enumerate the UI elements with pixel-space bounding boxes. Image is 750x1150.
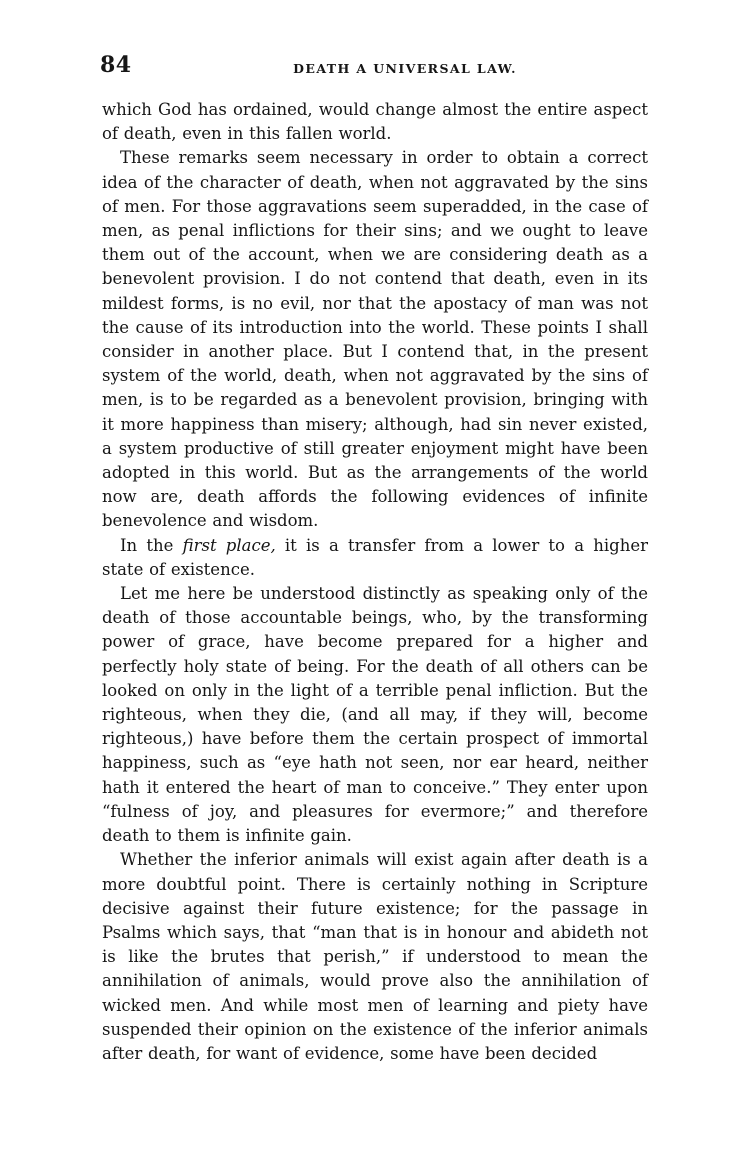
- page-number: 84: [100, 52, 132, 78]
- paragraph-continuation: which God has ordained, would change almost the entire aspect of death, even in this fallen world.: [102, 100, 648, 144]
- page-body: [102, 98, 648, 1066]
- paragraph-righteous: Let me here be understood distinctly as speaking only of the death of those accountable beings, who, by the transforming power of grace, have become prepared for a higher and perfectly holy state of being. For the death of all others can be looked on only in the light of a terrible penal infliction. But the righteous, when they die, (and all may, if they will, become righteous,) have before them the certain prospect of immortal happiness, such as “eye hath not seen, nor ear heard, neither hath it entered the heart of man to conceive.” They enter upon “fulness of joy, and pleasures for evermore;” and therefore death to them is infinite gain.: [102, 584, 648, 846]
- paragraph-animals: Whether the inferior animals will exist again after death is a more doubtful point. There is certainly nothing in Scripture decisive against their future existence; for the passage in Psalms which says, that “man that is in honour and abideth not is like the brutes that perish,” if understood to mean the annihilation of animals, would prove also the annihilation of wicked men. And while most men of learning and piety have suspended their opinion on the existence of the inferior animals after death, for want of evidence, some have been decided: [102, 850, 648, 1063]
- paragraph-first-place-lead: In the: [120, 535, 183, 555]
- paragraph-first-place-rest: it is a transfer from a lower to a higher state of existence.: [102, 535, 648, 579]
- page-header: [102, 52, 648, 86]
- emphasis-first-place: first place,: [182, 535, 276, 555]
- paragraph-remarks: These remarks seem necessary in order to obtain a correct idea of the character of death, when not aggravated by the sins of men. For those aggravations seem superadded, in the case of men, as penal inflictions for their sins; and we ought to leave them out of the account, when we are considering death as a benevolent provision. I do not contend that death, even in its mildest forms, is no evil, nor that the apostacy of man was not the cause of its introduction into the world. These points I shall consider in another place. But I contend that, in the present system of the world, death, when not aggravated by the sins of men, is to be regarded as a benevolent provision, bringing with it more happiness than misery; although, had sin never existed, a system productive of still greater enjoyment might have been adopted in this world. But as the arrangements of the world now are, death affords the following evidences of infinite benevolence and wisdom.: [102, 148, 648, 531]
- book-page: [102, 52, 648, 1066]
- paragraph-first-place: [102, 534, 648, 582]
- running-head: DEATH A UNIVERSAL LAW.: [293, 61, 517, 76]
